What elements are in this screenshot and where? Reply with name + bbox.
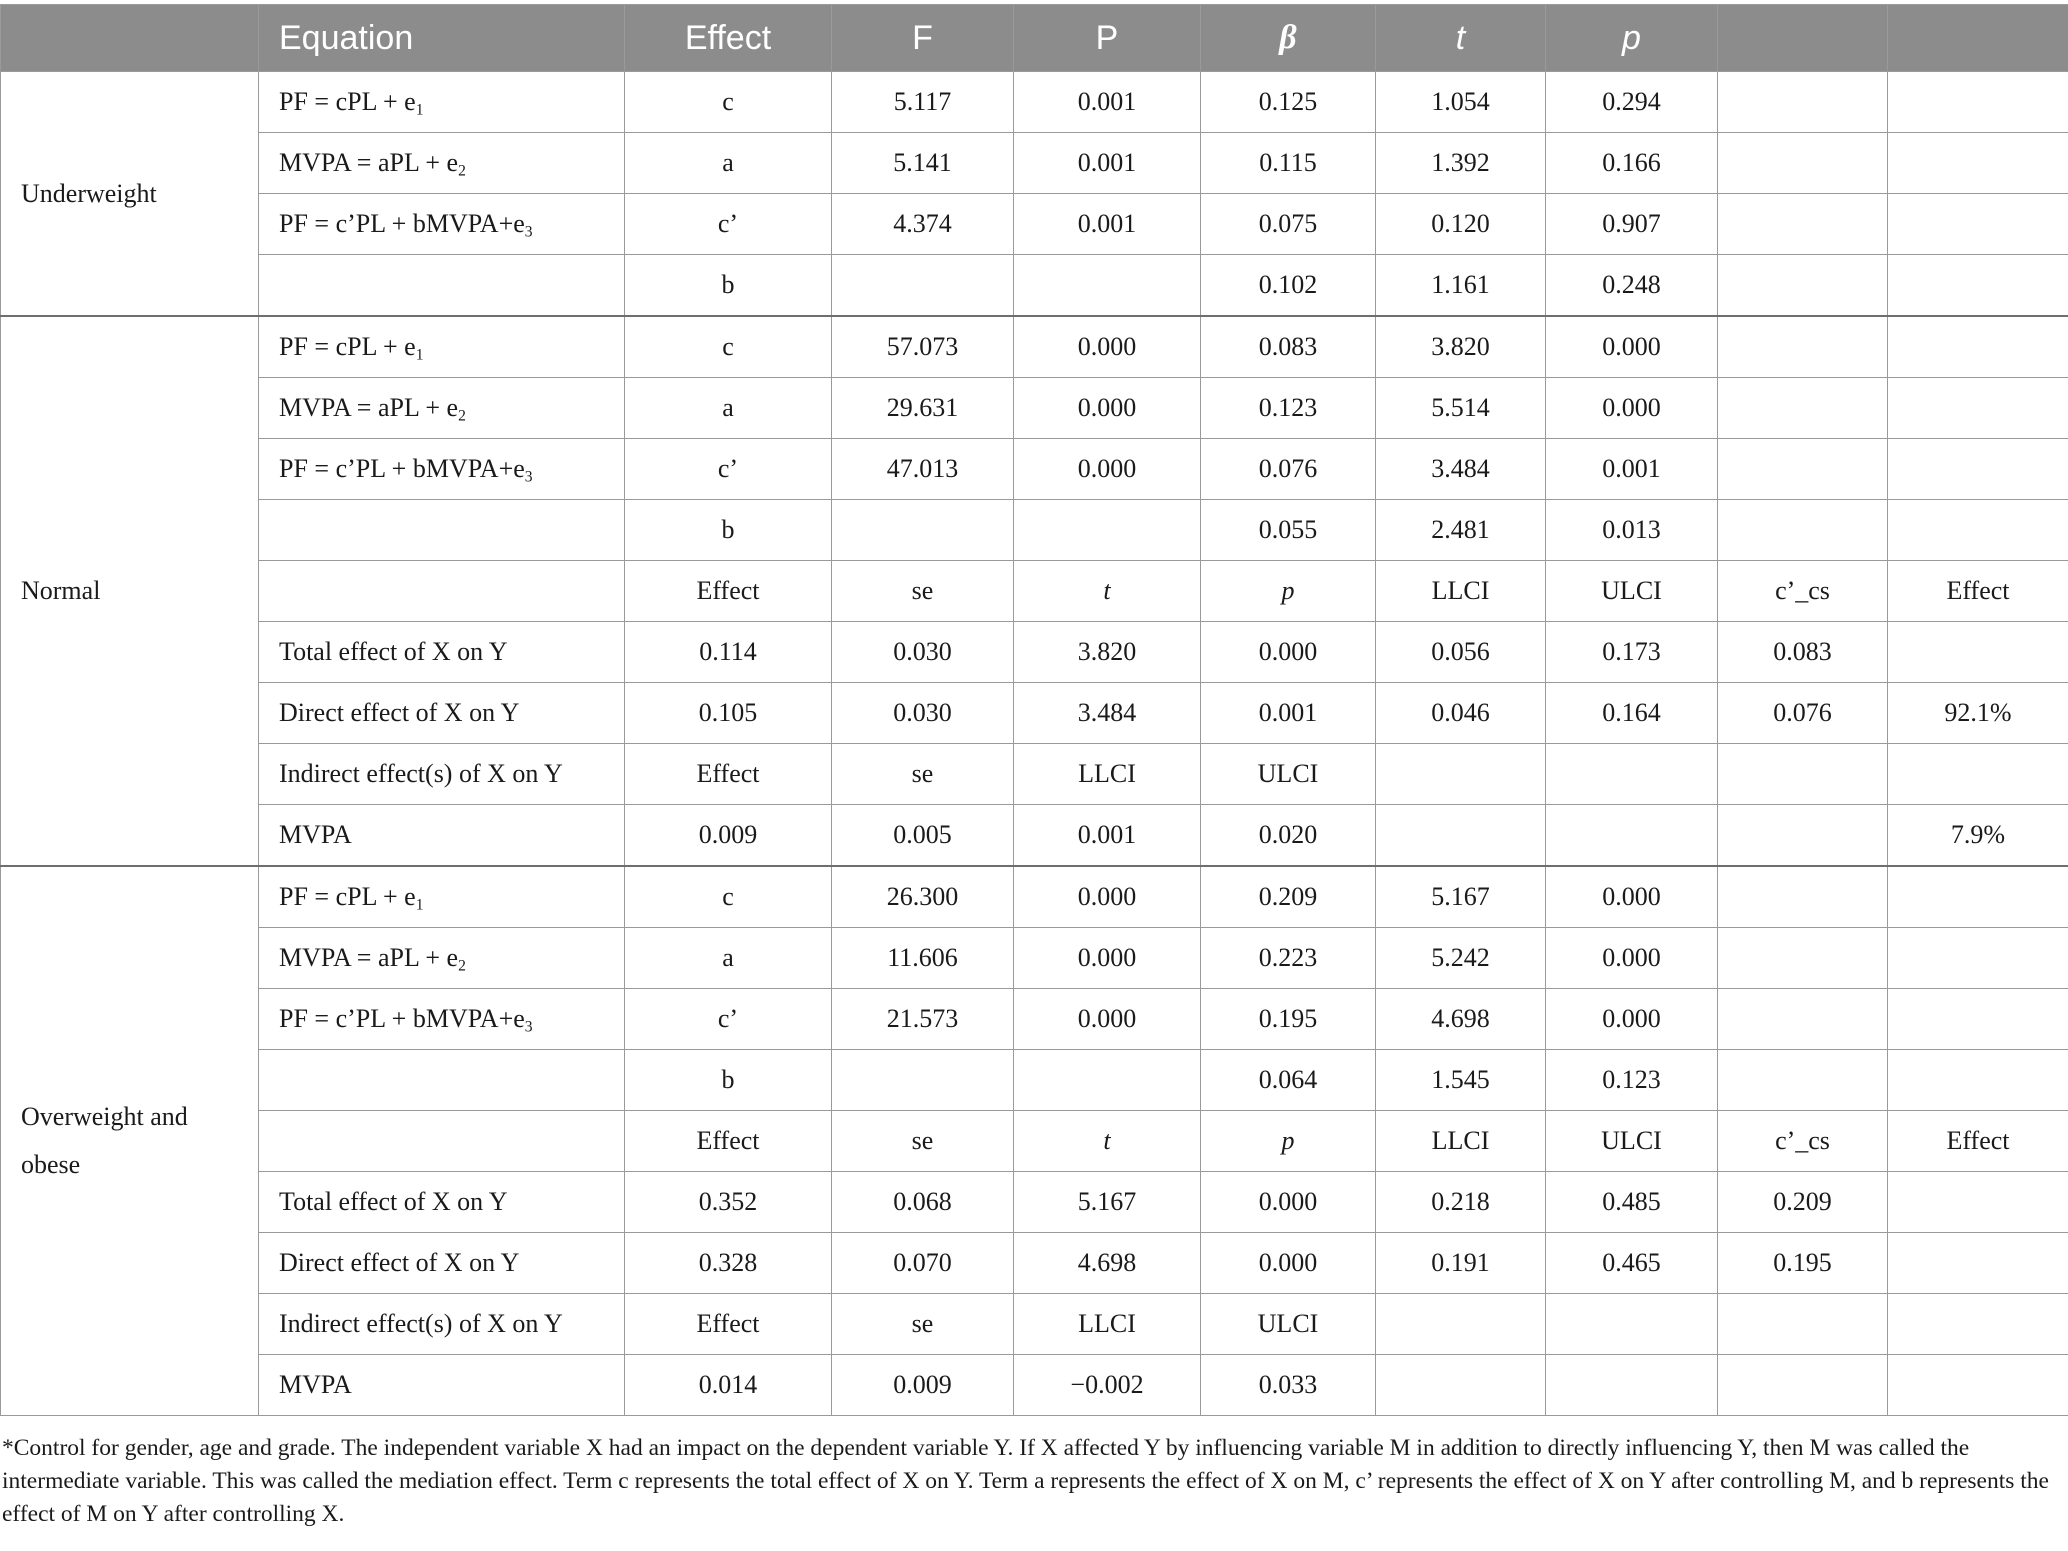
table-cell: [1718, 439, 1888, 500]
table-cell: 4.698: [1014, 1233, 1201, 1294]
table-cell: 0.000: [1201, 622, 1376, 683]
row-label: Indirect effect(s) of X on Y: [259, 1294, 625, 1355]
table-cell: 0.033: [1201, 1355, 1376, 1416]
table-cell: 0.173: [1546, 622, 1718, 683]
table-cell: a: [625, 928, 832, 989]
table-cell: [1546, 744, 1718, 805]
table-cell: [1546, 1294, 1718, 1355]
row-label: MVPA: [259, 1355, 625, 1416]
table-cell: 0.000: [1201, 1233, 1376, 1294]
table-cell: [1888, 378, 2068, 439]
table-cell: [259, 1050, 625, 1111]
table-cell: 4.698: [1376, 989, 1546, 1050]
table-cell: 0.000: [1546, 378, 1718, 439]
table-footnote: *Control for gender, age and grade. The independent variable X had an impact on the dependent variable Y. If X affected Y by influencing variable M in addition to directly influencing Y, then M was called the intermediate variable. This was called the mediation effect. Term c represents the total effect of X on Y. Term a represents the effect of X on M, c’ represents the effect of X on Y after controlling M, and b represents the effect of M on Y after controlling X.: [2, 1435, 2049, 1527]
row-label: Total effect of X on Y: [259, 622, 625, 683]
table-cell: [1718, 316, 1888, 378]
table-cell: 0.115: [1201, 133, 1376, 194]
table-cell: 0.001: [1014, 194, 1201, 255]
table-cell: b: [625, 500, 832, 561]
table-cell: 0.001: [1014, 805, 1201, 867]
table-cell: [1014, 255, 1201, 317]
table-cell: [1376, 1355, 1546, 1416]
table-cell: 0.102: [1201, 255, 1376, 317]
table-cell: 2.481: [1376, 500, 1546, 561]
table-cell: 0.020: [1201, 805, 1376, 867]
table-cell: 3.820: [1376, 316, 1546, 378]
table-cell: [1888, 500, 2068, 561]
row-label: Direct effect of X on Y: [259, 1233, 625, 1294]
table-cell: 0.064: [1201, 1050, 1376, 1111]
table-cell: 0.000: [1201, 1172, 1376, 1233]
table-cell: 57.073: [832, 316, 1014, 378]
table-cell: [1888, 989, 2068, 1050]
subheader-cell: se: [832, 744, 1014, 805]
table-cell: 5.242: [1376, 928, 1546, 989]
subheader-cell: ULCI: [1546, 1111, 1718, 1172]
table-cell: 5.514: [1376, 378, 1546, 439]
table-cell: 0.125: [1201, 72, 1376, 133]
table-row: [1, 255, 2068, 317]
table-cell: 0.083: [1201, 316, 1376, 378]
table-row: [1, 439, 2068, 500]
subheader-cell: Effect: [625, 561, 832, 622]
table-cell: [1718, 72, 1888, 133]
table-cell: [832, 255, 1014, 317]
table-cell: b: [625, 1050, 832, 1111]
table-cell: c’: [625, 989, 832, 1050]
table-cell: 0.000: [1014, 316, 1201, 378]
table-cell: 0.465: [1546, 1233, 1718, 1294]
subheader-cell: LLCI: [1014, 1294, 1201, 1355]
header-blank-9: [1718, 5, 1888, 72]
table-cell: [1888, 1172, 2068, 1233]
table-cell: [1888, 1355, 2068, 1416]
table-cell: [1888, 133, 2068, 194]
table-cell: [1546, 1355, 1718, 1416]
header-beta: β: [1201, 5, 1376, 72]
subheader-cell: LLCI: [1376, 561, 1546, 622]
table-cell: 0.030: [832, 683, 1014, 744]
table-cell: 0.009: [625, 805, 832, 867]
table-cell: 0.123: [1201, 378, 1376, 439]
header-group: [1, 5, 259, 72]
row-label: Total effect of X on Y: [259, 1172, 625, 1233]
header-equation: Equation: [259, 5, 625, 72]
table-cell: 0.083: [1718, 622, 1888, 683]
table-cell: [259, 1111, 625, 1172]
table-cell: [1718, 255, 1888, 317]
subheader-cell: Effect: [1888, 1111, 2068, 1172]
table-cell: [1888, 316, 2068, 378]
table-cell: c’: [625, 439, 832, 500]
table-row: [1, 928, 2068, 989]
table-cell: 0.294: [1546, 72, 1718, 133]
table-row: [1, 194, 2068, 255]
table-cell: [1718, 989, 1888, 1050]
table-cell: 1.392: [1376, 133, 1546, 194]
table-cell: [832, 1050, 1014, 1111]
table-cell: [1888, 928, 2068, 989]
table-cell: 0.195: [1718, 1233, 1888, 1294]
subheader-cell: ULCI: [1546, 561, 1718, 622]
row-label: MVPA: [259, 805, 625, 867]
table-cell: 0.248: [1546, 255, 1718, 317]
table-cell: 0.046: [1376, 683, 1546, 744]
table-cell: 0.000: [1546, 928, 1718, 989]
table-cell: [1718, 744, 1888, 805]
table-cell: 0.076: [1201, 439, 1376, 500]
table-cell: [259, 255, 625, 317]
table-cell: 5.117: [832, 72, 1014, 133]
header-row: [1, 5, 2068, 72]
header-t: t: [1376, 5, 1546, 72]
table-cell: 0.000: [1014, 928, 1201, 989]
table-cell: [259, 561, 625, 622]
equation-cell: PF = c’PL + $bMVPA+e_3$: [259, 989, 625, 1050]
table-cell: 0.056: [1376, 622, 1546, 683]
subheader-cell: se: [832, 561, 1014, 622]
table-cell: 0.114: [625, 622, 832, 683]
table-cell: 0.005: [832, 805, 1014, 867]
table-cell: c: [625, 72, 832, 133]
table-cell: 0.055: [1201, 500, 1376, 561]
subheader-cell: Effect: [625, 1111, 832, 1172]
table-cell: a: [625, 133, 832, 194]
table-cell: 0.120: [1376, 194, 1546, 255]
subheader-cell: Effect: [625, 1294, 832, 1355]
table-cell: [1376, 805, 1546, 867]
table-cell: 1.545: [1376, 1050, 1546, 1111]
table-cell: 0.001: [1014, 133, 1201, 194]
table-cell: [1888, 744, 2068, 805]
table-cell: 4.374: [832, 194, 1014, 255]
table-cell: 0.000: [1546, 866, 1718, 928]
table-cell: [1888, 1294, 2068, 1355]
table-row: [1, 1233, 2068, 1294]
row-label: Indirect effect(s) of X on Y: [259, 744, 625, 805]
row-label: Direct effect of X on Y: [259, 683, 625, 744]
table-cell: 0.000: [1546, 989, 1718, 1050]
equation-cell: MVPA = aPL + $e_2$: [259, 133, 625, 194]
header-f: F: [832, 5, 1014, 72]
header-effect: Effect: [625, 5, 832, 72]
table-cell: 92.1%: [1888, 683, 2068, 744]
table-cell: 0.209: [1718, 1172, 1888, 1233]
table-cell: [1718, 1294, 1888, 1355]
equation-cell: MVPA = aPL + $e_2$: [259, 928, 625, 989]
table-row: [1, 866, 2068, 928]
subheader-cell: t: [1014, 1111, 1201, 1172]
table-cell: 0.000: [1546, 316, 1718, 378]
table-cell: [1718, 1355, 1888, 1416]
subheader-cell: Effect: [1888, 561, 2068, 622]
group-label-underweight: Underweight: [1, 72, 259, 317]
header-p-lower: p: [1546, 5, 1718, 72]
table-cell: [1718, 500, 1888, 561]
table-cell: c: [625, 866, 832, 928]
table-cell: 0.000: [1014, 439, 1201, 500]
table-cell: [1888, 72, 2068, 133]
subheader-cell: ULCI: [1201, 1294, 1376, 1355]
table-cell: 0.013: [1546, 500, 1718, 561]
table-cell: 0.000: [1014, 378, 1201, 439]
table-cell: [1718, 866, 1888, 928]
table-cell: [832, 500, 1014, 561]
table-cell: [1718, 378, 1888, 439]
table-cell: 26.300: [832, 866, 1014, 928]
equation-cell: PF = cPL + $e_1$: [259, 72, 625, 133]
table-cell: 0.191: [1376, 1233, 1546, 1294]
table-cell: 3.484: [1376, 439, 1546, 500]
table-cell: [1718, 805, 1888, 867]
table-cell: 1.054: [1376, 72, 1546, 133]
subheader-cell: LLCI: [1376, 1111, 1546, 1172]
table-cell: [1014, 1050, 1201, 1111]
table-cell: 0.001: [1201, 683, 1376, 744]
table-cell: [1888, 194, 2068, 255]
table-cell: 0.001: [1014, 72, 1201, 133]
table-cell: 0.907: [1546, 194, 1718, 255]
subheader-cell: LLCI: [1014, 744, 1201, 805]
subheader-cell: t: [1014, 561, 1201, 622]
table-cell: [1376, 1294, 1546, 1355]
table-row: [1, 989, 2068, 1050]
subheader-cell: p: [1201, 561, 1376, 622]
table-cell: [1376, 744, 1546, 805]
subheader-row: [1, 1294, 2068, 1355]
table-cell: 0.009: [832, 1355, 1014, 1416]
mediation-table: [0, 4, 2068, 1416]
table-cell: 0.105: [625, 683, 832, 744]
subheader-cell: Effect: [625, 744, 832, 805]
equation-cell: MVPA = aPL + $e_2$: [259, 378, 625, 439]
table-cell: [1888, 622, 2068, 683]
subheader-cell: c’_cs: [1718, 1111, 1888, 1172]
table-row: [1, 683, 2068, 744]
table-row: [1, 378, 2068, 439]
table-cell: 0.209: [1201, 866, 1376, 928]
table-cell: [1718, 1050, 1888, 1111]
table-cell: [1014, 500, 1201, 561]
table-row: [1, 622, 2068, 683]
table-row: [1, 1355, 2068, 1416]
table-cell: 5.167: [1376, 866, 1546, 928]
subheader-row: [1, 561, 2068, 622]
table-cell: 5.141: [832, 133, 1014, 194]
table-cell: 0.076: [1718, 683, 1888, 744]
table-row: [1, 316, 2068, 378]
table-cell: c: [625, 316, 832, 378]
table-cell: 0.352: [625, 1172, 832, 1233]
table-cell: 0.328: [625, 1233, 832, 1294]
table-cell: 1.161: [1376, 255, 1546, 317]
table-cell: 3.484: [1014, 683, 1201, 744]
table-cell: [1888, 866, 2068, 928]
table-row: [1, 805, 2068, 867]
table-cell: 0.195: [1201, 989, 1376, 1050]
table-cell: [1888, 255, 2068, 317]
table-row: [1, 133, 2068, 194]
table-row: [1, 1172, 2068, 1233]
equation-cell: PF = cPL + $e_1$: [259, 866, 625, 928]
table-cell: [1718, 133, 1888, 194]
table-cell: 5.167: [1014, 1172, 1201, 1233]
table-cell: a: [625, 378, 832, 439]
table-cell: −0.002: [1014, 1355, 1201, 1416]
table-row: [1, 72, 2068, 133]
table-cell: 0.223: [1201, 928, 1376, 989]
table-cell: [1888, 1233, 2068, 1294]
table-cell: 0.001: [1546, 439, 1718, 500]
table-cell: 0.218: [1376, 1172, 1546, 1233]
group-label-overweight: Overweight and obese: [1, 866, 259, 1416]
equation-cell: PF = c’PL + $bMVPA+e_3$: [259, 194, 625, 255]
subheader-row: [1, 1111, 2068, 1172]
table-cell: 0.068: [832, 1172, 1014, 1233]
table-cell: 21.573: [832, 989, 1014, 1050]
table-cell: 47.013: [832, 439, 1014, 500]
table-cell: 11.606: [832, 928, 1014, 989]
table-cell: [259, 500, 625, 561]
table-cell: 0.014: [625, 1355, 832, 1416]
table-cell: 0.075: [1201, 194, 1376, 255]
table-cell: 0.030: [832, 622, 1014, 683]
header-blank-10: [1888, 5, 2068, 72]
table-cell: 29.631: [832, 378, 1014, 439]
table-cell: b: [625, 255, 832, 317]
table-cell: [1546, 805, 1718, 867]
table-row: [1, 500, 2068, 561]
header-p-upper: P: [1014, 5, 1201, 72]
subheader-row: [1, 744, 2068, 805]
table-cell: [1888, 1050, 2068, 1111]
subheader-cell: c’_cs: [1718, 561, 1888, 622]
table-cell: [1888, 439, 2068, 500]
subheader-cell: se: [832, 1111, 1014, 1172]
table-cell: 0.485: [1546, 1172, 1718, 1233]
equation-cell: PF = cPL + $e_1$: [259, 316, 625, 378]
table-cell: 0.000: [1014, 866, 1201, 928]
equation-cell: PF = c’PL + $bMVPA+e_3$: [259, 439, 625, 500]
table-cell: 0.166: [1546, 133, 1718, 194]
table-cell: 7.9%: [1888, 805, 2068, 867]
subheader-cell: se: [832, 1294, 1014, 1355]
table-cell: 0.000: [1014, 989, 1201, 1050]
group-label-normal: Normal: [1, 316, 259, 866]
table-cell: [1718, 194, 1888, 255]
table-cell: [1718, 928, 1888, 989]
table-row: [1, 1050, 2068, 1111]
table-cell: 0.123: [1546, 1050, 1718, 1111]
subheader-cell: p: [1201, 1111, 1376, 1172]
table-cell: c’: [625, 194, 832, 255]
table-cell: 0.070: [832, 1233, 1014, 1294]
table-cell: 3.820: [1014, 622, 1201, 683]
subheader-cell: ULCI: [1201, 744, 1376, 805]
table-cell: 0.164: [1546, 683, 1718, 744]
